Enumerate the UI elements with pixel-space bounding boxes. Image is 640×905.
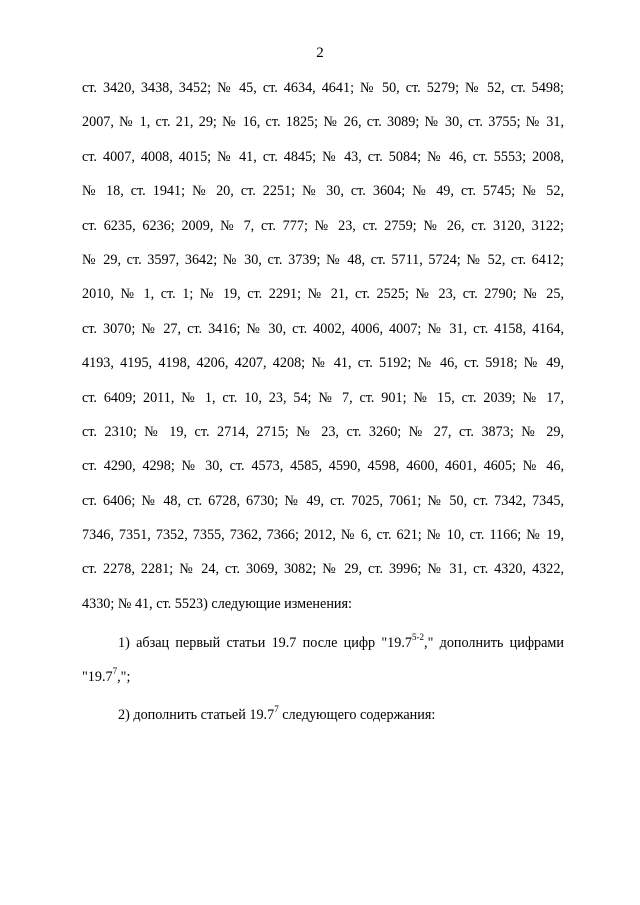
text-line: ст. 6409; 2011, № 1, ст. 10, 23, 54; № 7, ст. 901; № 15, ст. 2039; № 17, xyxy=(82,389,564,406)
text-line: № 29, ст. 3597, 3642; № 30, ст. 3739; № 48, ст. 5711, 5724; № 52, ст. 6412; xyxy=(82,251,564,268)
item-text: ," дополнить цифрами xyxy=(424,635,564,651)
item-text: "19.7 xyxy=(82,669,113,685)
amendment-item-1-line-2 xyxy=(82,667,564,687)
text-line: 2010, № 1, ст. 1; № 19, ст. 2291; № 21, ст. 2525; № 23, ст. 2790; № 25, xyxy=(82,286,564,303)
text-line: ст. 3420, 3438, 3452; № 45, ст. 4634, 4641; № 50, ст. 5279; № 52, ст. 5498; xyxy=(82,80,564,96)
text-line: ст. 2278, 2281; № 24, ст. 3069, 3082; № 29, ст. 3996; № 31, ст. 4320, 4322, xyxy=(82,561,564,578)
text-line: ст. 6406; № 48, ст. 6728, 6730; № 49, ст. 7025, 7061; № 50, ст. 7342, 7345, xyxy=(82,492,564,509)
text-line: 2007, № 1, ст. 21, 29; № 16, ст. 1825; № 26, ст. 3089; № 30, ст. 3755; № 31, xyxy=(82,114,564,131)
page-number: 2 xyxy=(316,45,324,61)
text-line: ст. 2310; № 19, ст. 2714, 2715; № 23, ст. 3260; № 27, ст. 3873; № 29, xyxy=(82,423,564,440)
amendment-item-2 xyxy=(82,705,564,725)
item-text: следующего содержания: xyxy=(278,707,436,723)
text-line: 7346, 7351, 7352, 7355, 7362, 7366; 2012, № 6, ст. 621; № 10, ст. 1166; № 19, xyxy=(82,527,564,544)
text-line: ст. 3070; № 27, ст. 3416; № 30, ст. 4002, 4006, 4007; № 31, ст. 4158, 4164, xyxy=(82,320,564,337)
superscript: 5-2 xyxy=(412,632,425,643)
amendment-item-2-line xyxy=(82,705,564,725)
body-text xyxy=(82,78,564,628)
amendment-item-1 xyxy=(82,633,564,687)
item-text: 1) абзац первый статьи 19.7 после цифр "19.7 xyxy=(118,635,413,651)
superscript: 7 xyxy=(112,666,118,677)
text-line: 4193, 4195, 4198, 4206, 4207, 4208; № 41, ст. 5192; № 46, ст. 5918; № 49, xyxy=(82,355,564,372)
text-line: ст. 4007, 4008, 4015; № 41, ст. 4845; № 43, ст. 5084; № 46, ст. 5553; 2008, xyxy=(82,148,564,165)
item-text: 2) дополнить статьей 19.7 xyxy=(118,707,275,723)
amendment-item-1-line-1 xyxy=(82,633,564,653)
text-line: ст. 6235, 6236; 2009, № 7, ст. 777; № 23, ст. 2759; № 26, ст. 3120, 3122; xyxy=(82,217,564,234)
item-text: ,"; xyxy=(117,669,131,685)
text-line: № 18, ст. 1941; № 20, ст. 2251; № 30, ст. 3604; № 49, ст. 5745; № 52, xyxy=(82,183,564,200)
superscript: 7 xyxy=(274,704,279,715)
text-line: 4330; № 41, ст. 5523) следующие изменения: xyxy=(82,595,352,612)
text-line: ст. 4290, 4298; № 30, ст. 4573, 4585, 4590, 4598, 4600, 4601, 4605; № 46, xyxy=(82,458,564,475)
